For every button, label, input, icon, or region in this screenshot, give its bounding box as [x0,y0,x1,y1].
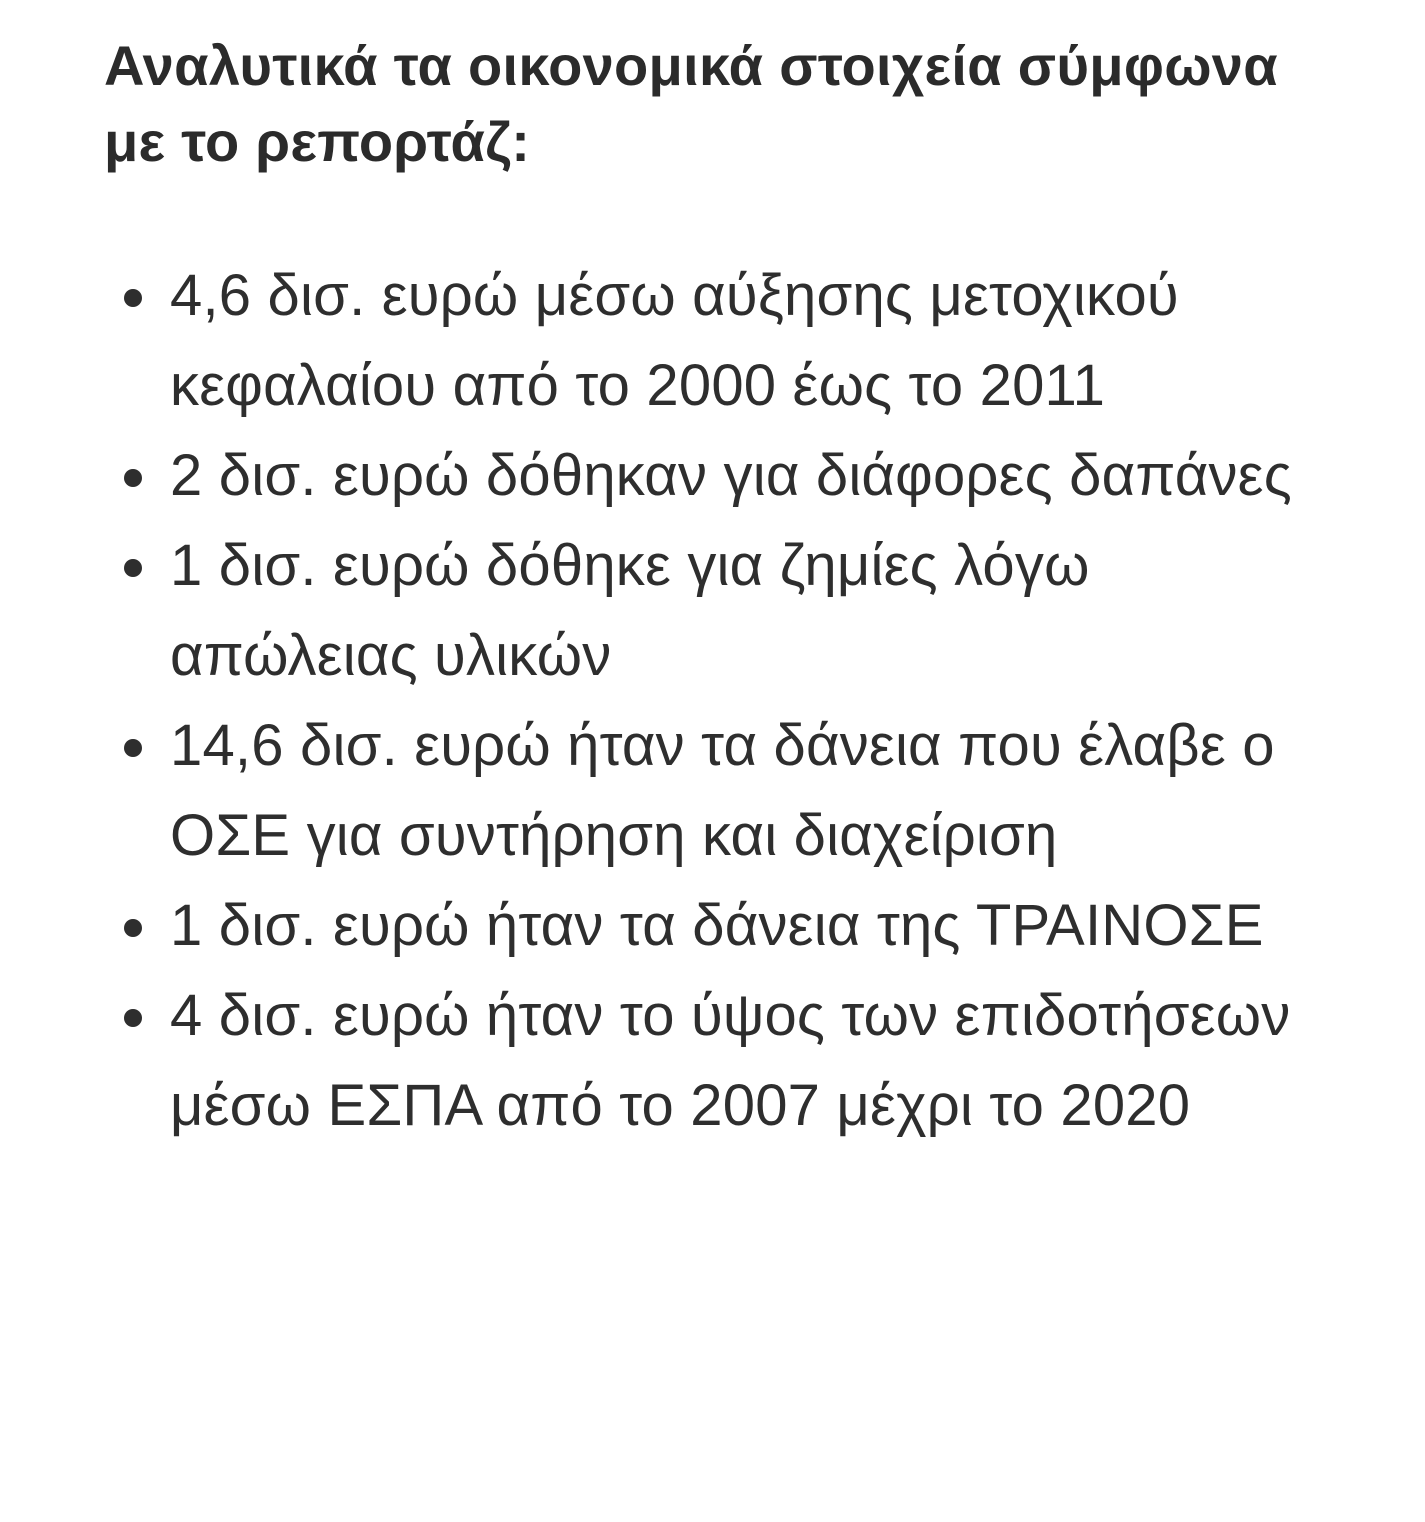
bullet-icon [124,1009,142,1027]
list-item-text: 4,6 δισ. ευρώ μέσω αύξησης μετοχικού κεφαλαίου από το 2000 έως το 2011 [170,263,1179,418]
list-item [104,521,1344,701]
list-item [104,971,1344,1151]
list-item-text: 1 δισ. ευρώ ήταν τα δάνεια της ΤΡΑΙΝΟΣΕ [170,893,1264,958]
list-item-text: 14,6 δισ. ευρώ ήταν τα δάνεια που έλαβε ο ΟΣΕ για συντήρηση και διαχείριση [170,713,1275,868]
list-item-text: 2 δισ. ευρώ δόθηκαν για διάφορες δαπάνες [170,443,1292,508]
list-item-text: 1 δισ. ευρώ δόθηκε για ζημίες λόγω απώλειας υλικών [170,533,1090,688]
bullet-icon [124,919,142,937]
bullet-icon [124,739,142,757]
list-item [104,881,1344,971]
list-item [104,431,1344,521]
list-item [104,251,1344,431]
bullet-icon [124,559,142,577]
bullet-icon [124,469,142,487]
article-body [104,28,1344,1151]
list-item [104,701,1344,881]
bullet-icon [124,289,142,307]
section-heading: Αναλυτικά τα οικονομικά στοιχεία σύμφωνα με το ρεπορτάζ: [104,34,1278,173]
list-item-text: 4 δισ. ευρώ ήταν το ύψος των επιδοτήσεων μέσω ΕΣΠΑ από το 2007 μέχρι το 2020 [170,983,1291,1138]
financial-facts-list [104,251,1344,1151]
